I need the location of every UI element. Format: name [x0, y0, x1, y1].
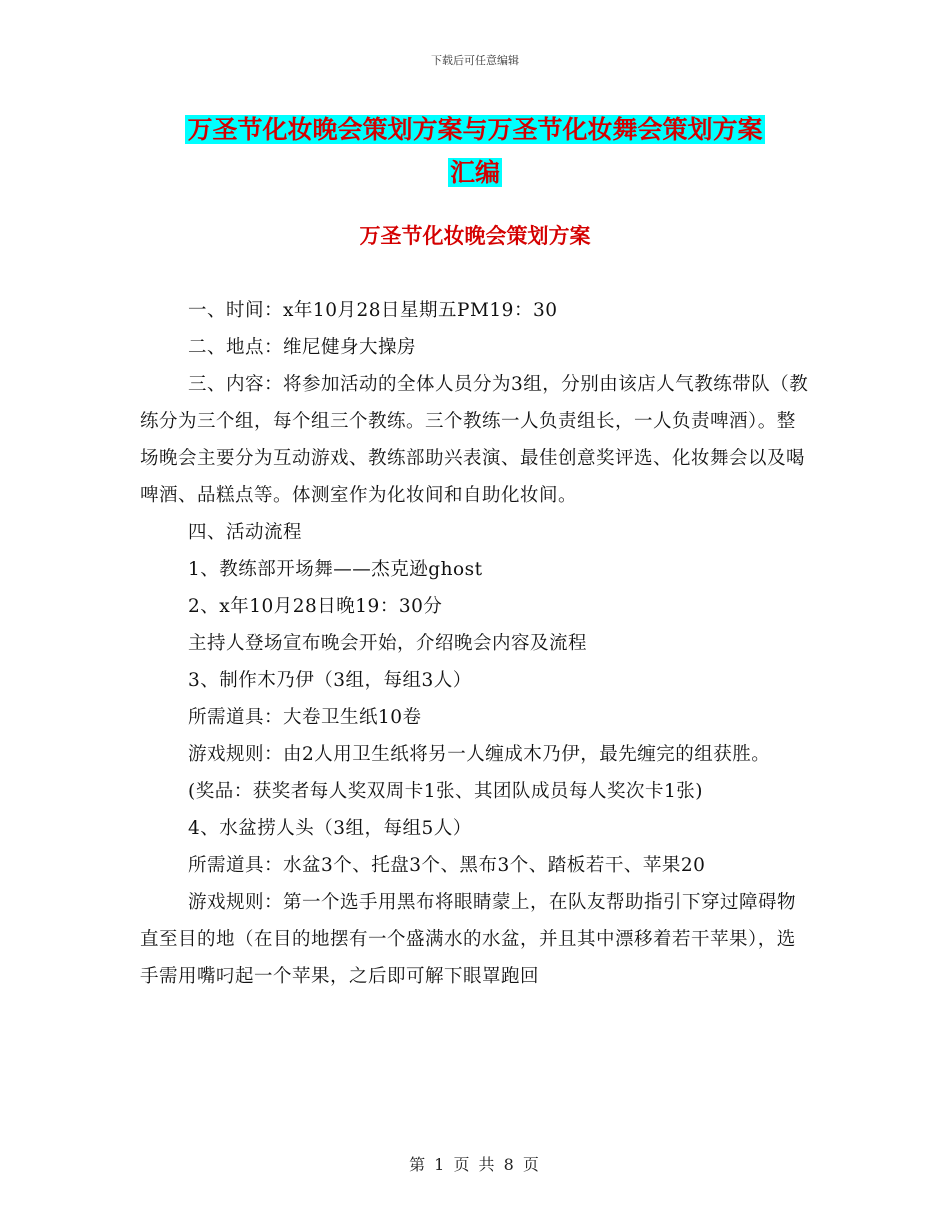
paragraph-time: 一、时间：x年10月28日星期五PM19：30 [188, 300, 558, 321]
paragraph-location: 二、地点：维尼健身大操房 [188, 337, 417, 358]
paragraph-content: 三、内容：将参加活动的全体人员分为3组，分别由该店人气教练带队（教练分为三个组，每个组三个教练。三个教练一人负责组长，一人负责啤酒）。整场晚会主要分为互动游戏、教练部助兴表演、最佳创意奖评选、化妆舞会以及喝啤酒、品糕点等。体测室作为化妆间和自助化妆间。 [140, 374, 809, 506]
document-title-line1 [0, 112, 950, 148]
header-note: 下载后可任意编辑 [431, 54, 519, 67]
document-title-line1-text: 万圣节化妆晚会策划方案与万圣节化妆舞会策划方案 [187, 115, 763, 144]
paragraph-props-4: 所需道具：水盆3个、托盘3个、黑布3个、踏板若干、苹果20 [188, 855, 706, 876]
document-title-line2-text: 汇编 [449, 158, 500, 187]
paragraph-item-2: 2、x年10月28日晚19：30分 [188, 596, 443, 617]
paragraph-prize-3: (奖品：获奖者每人奖双周卡1张、其团队成员每人奖次卡1张) [188, 781, 703, 802]
document-title-line2 [0, 155, 950, 191]
paragraph-rules-3: 游戏规则：由2人用卫生纸将另一人缠成木乃伊，最先缠完的组获胜。 [188, 744, 771, 765]
paragraph-item-1: 1、教练部开场舞——杰克逊ghost [188, 559, 483, 580]
document-body [140, 292, 810, 995]
paragraph-item-4: 4、水盆捞人头（3组，每组5人） [188, 818, 472, 839]
section-title: 万圣节化妆晚会策划方案 [359, 224, 591, 248]
paragraph-process-heading: 四、活动流程 [188, 522, 303, 543]
paragraph-item-3: 3、制作木乃伊（3组，每组3人） [188, 670, 472, 691]
paragraph-props-3: 所需道具：大卷卫生纸10卷 [188, 707, 422, 728]
paragraph-rules-4: 游戏规则：第一个选手用黑布将眼睛蒙上，在队友帮助指引下穿过障碍物直至目的地（在目的地摆有一个盛满水的水盆，并且其中漂移着若干苹果），选手需用嘴叼起一个苹果，之后即可解下眼罩跑回 [140, 892, 797, 987]
page-footer: 第 1 页 共 8 页 [409, 1155, 541, 1174]
paragraph-host: 主持人登场宣布晚会开始，介绍晚会内容及流程 [188, 633, 588, 654]
